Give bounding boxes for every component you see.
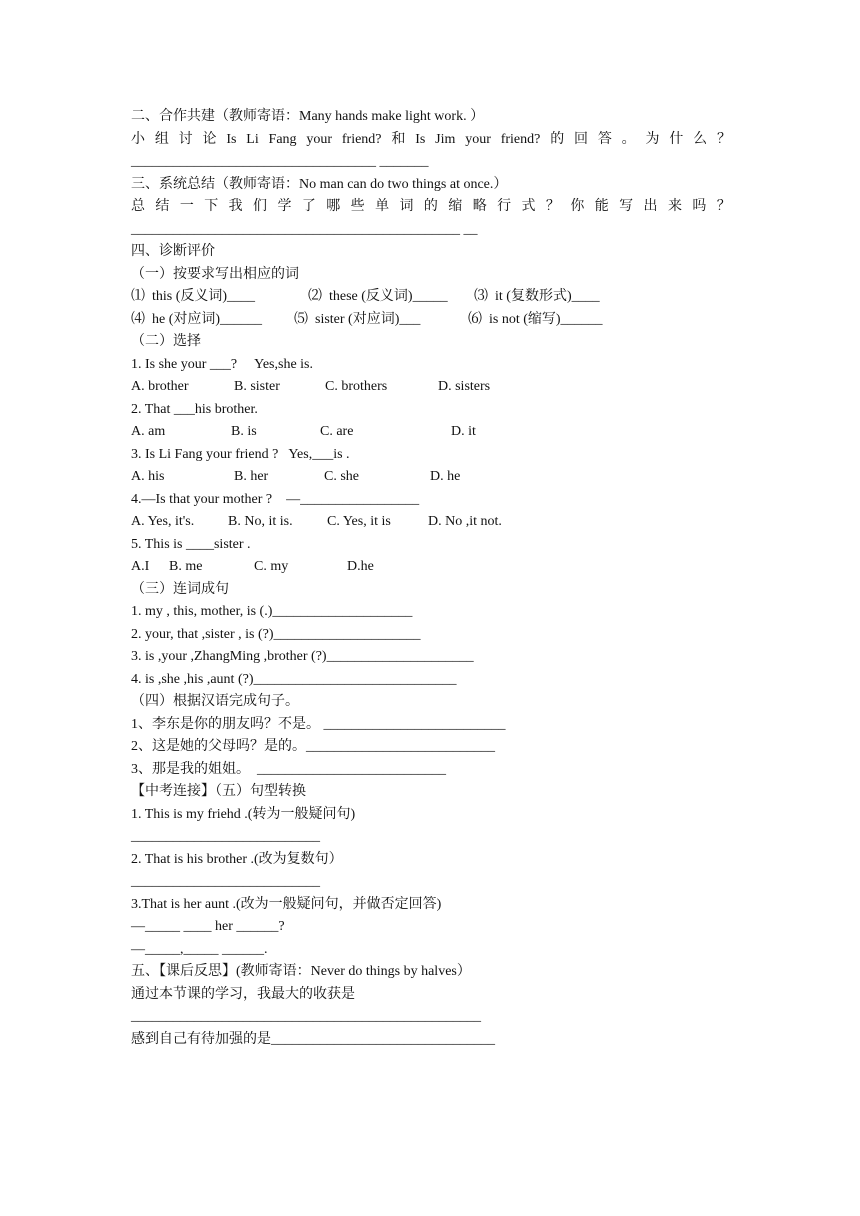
section2-question-word: 么 (693, 131, 708, 147)
section2-question (131, 129, 731, 152)
part3-item[interactable]: 1. my , this, mother, is (.)____________________ (131, 604, 413, 619)
option-b[interactable]: B. sister (234, 379, 280, 394)
option-a[interactable]: A. his (131, 469, 165, 484)
option-c[interactable]: C. are (320, 424, 354, 439)
part4-title: （四）根据汉语完成句子。 (131, 694, 299, 709)
option-a[interactable]: A. brother (131, 379, 189, 394)
section2-question-word: 小 (131, 131, 145, 147)
part4-item[interactable]: 3、那是我的姐姐。 ___________________________ (131, 761, 446, 777)
section5-weakness-line[interactable]: 感到自己有待加强的是________________________________ (131, 1031, 495, 1047)
option-c[interactable]: C. she (324, 469, 359, 484)
option-d[interactable]: D. it (451, 424, 476, 439)
section2-answer-line[interactable]: ___________________________________ _______ (131, 154, 429, 169)
part2-q4-options (131, 511, 731, 534)
part2-q3-options (131, 466, 731, 489)
part5-q1-answer-line[interactable]: ___________________________ (131, 829, 320, 844)
section2-heading: 二、合作共建（教师寄语：Many hands make light work. ） (131, 109, 485, 124)
part1-row2 (131, 309, 731, 332)
part3-title: （三）连词成句 (131, 581, 229, 597)
part1-item[interactable]: ⑵ these (反义词)_____ (308, 289, 448, 304)
section5-answer-line[interactable]: __________________________________________________ (131, 1009, 481, 1024)
part2-q2: 2. That ___his brother. (131, 401, 258, 417)
section2-question-word: Fang (268, 131, 297, 147)
option-b[interactable]: B. her (234, 469, 269, 484)
section2-question-word: 回 (574, 131, 589, 147)
section3-question-word: 式 (521, 199, 536, 214)
section3-question-word: 一 (179, 199, 194, 214)
part5-q2-answer-line[interactable]: ___________________________ (131, 874, 320, 889)
section2-question-word: 为 (645, 131, 660, 147)
section4-heading: 四、诊断评价 (131, 244, 215, 259)
section3-question-word: 结 (155, 199, 170, 214)
option-d[interactable]: D. No ,it not. (428, 514, 502, 529)
section3-question-word: 学 (277, 199, 292, 214)
section3-question-word: 些 (350, 199, 365, 214)
option-d[interactable]: D. he (430, 469, 461, 484)
part3-item[interactable]: 4. is ,she ,his ,aunt (?)_____________________________ (131, 671, 457, 687)
part2-q5-options (131, 556, 731, 579)
section3-question-word: 下 (204, 199, 219, 214)
section5-heading: 五、【课后反思】(教师寄语：Never do things by halves） (131, 964, 471, 979)
option-c[interactable]: C. brothers (325, 379, 388, 394)
worksheet-page (131, 106, 731, 1051)
part2-q2-options (131, 421, 731, 444)
part1-row1 (131, 286, 731, 309)
section2-question-word: 什 (669, 131, 684, 147)
part1-item[interactable]: ⑴ this (反义词)____ (131, 289, 256, 304)
option-d[interactable]: D. sisters (438, 379, 491, 394)
section3-question-word: 略 (472, 199, 487, 214)
section3-question-word: 哪 (326, 199, 341, 214)
section3-question-word: ？ (716, 199, 731, 214)
section2-question-word: Li (246, 131, 259, 147)
section3-answer-line[interactable]: _______________________________________________ __ (131, 221, 478, 237)
section3-question-word: 总 (131, 199, 145, 214)
part5-q1: 1. This is my friehd .(转为一般疑问句) (131, 806, 356, 822)
section3-question-word: 的 (423, 199, 438, 214)
option-a[interactable]: A. Yes, it's. (131, 514, 195, 529)
part2-q4: 4.—Is that your mother ? —_________________ (131, 491, 420, 507)
part1-item[interactable]: ⑸ sister (对应词)___ (294, 311, 421, 327)
section2-question-word: Jim (435, 131, 456, 147)
part3-item[interactable]: 2. your, that ,sister , is (?)_____________________ (131, 626, 421, 642)
part3-item[interactable]: 3. is ,your ,ZhangMing ,brother (?)_____________________ (131, 649, 474, 664)
section2-question-word: 的 (550, 131, 565, 147)
option-c[interactable]: C. my (254, 559, 289, 574)
part2-q3: 3. Is Li Fang your friend ? Yes,___is . (131, 446, 350, 462)
section3-question-word: 了 (301, 199, 316, 214)
section2-question-word: 组 (154, 131, 169, 147)
section2-question-word: 论 (202, 131, 217, 147)
section3-question (131, 196, 731, 219)
section3-heading: 三、系统总结（教师寄语：No man can do two things at once.） (131, 176, 508, 192)
option-d[interactable]: D.he (347, 559, 374, 574)
section3-question-word: ？ (545, 199, 560, 214)
part5-q3-answer-line[interactable]: —_____ ____ her ______? (131, 919, 285, 934)
section3-question-word: 词 (399, 199, 414, 214)
option-a[interactable]: A.I (131, 559, 150, 574)
part2-q5: 5. This is ____sister . (131, 536, 251, 552)
section3-question-word: 单 (375, 199, 390, 214)
section2-question-word: 和 (391, 131, 406, 147)
part5-q2: 2. That is his brother .(改为复数句） (131, 851, 343, 867)
part2-q1-options (131, 376, 731, 399)
section2-question-word: ？ (716, 131, 731, 147)
section2-question-word: Is (226, 131, 237, 147)
section2-question-word: 答 (597, 131, 612, 147)
option-b[interactable]: B. is (231, 424, 257, 439)
section2-question-word: your (306, 131, 333, 147)
part1-title: （一）按要求写出相应的词 (131, 266, 299, 282)
part5-title: 【中考连接】（五）句型转换 (131, 784, 306, 799)
part1-item[interactable]: ⑷ he (对应词)______ (131, 311, 263, 327)
section2-question-word: 。 (621, 131, 636, 147)
part2-title: （二）选择 (131, 334, 201, 349)
part1-item[interactable]: ⑶ it (复数形式)____ (474, 289, 600, 304)
section3-question-word: 来 (667, 199, 682, 214)
section3-question-word: 缩 (448, 199, 463, 214)
section3-question-word: 行 (497, 199, 512, 214)
section2-question-word: Is (415, 131, 426, 147)
section2-question-word: your (465, 131, 491, 147)
section3-question-word: 吗 (692, 199, 707, 214)
section5-prompt: 通过本节课的学习，我最大的收获是 (131, 986, 355, 1002)
section2-question-word: friend? (341, 131, 382, 147)
part4-item[interactable]: 1、李东是你的朋友吗？不是。 __________________________ (131, 716, 506, 732)
section3-question-word: 能 (594, 199, 609, 214)
section3-question-word: 写 (619, 199, 634, 214)
section2-question-word: 讨 (178, 131, 193, 147)
section3-question-word: 我 (228, 199, 243, 214)
part5-q3: 3.That is her aunt .(改为一般疑问句，并做否定回答) (131, 896, 442, 912)
part2-q1: 1. Is she your ___? Yes,she is. (131, 356, 313, 372)
option-b[interactable]: B. me (169, 559, 203, 574)
section3-question-word: 出 (643, 199, 658, 214)
section2-question-word: friend? (500, 131, 541, 147)
part1-item[interactable]: ⑹ is not (缩写)______ (468, 311, 603, 327)
part4-item[interactable]: 2、这是她的父母吗？是的。___________________________ (131, 739, 495, 754)
option-b[interactable]: B. No, it is. (228, 514, 293, 529)
section3-question-word: 你 (570, 199, 585, 214)
section3-question-word: 们 (253, 199, 268, 214)
option-a[interactable]: A. am (131, 424, 166, 439)
option-c[interactable]: C. Yes, it is (327, 514, 391, 529)
part5-q3-answer-line[interactable]: —_____,_____ ______. (131, 941, 268, 957)
